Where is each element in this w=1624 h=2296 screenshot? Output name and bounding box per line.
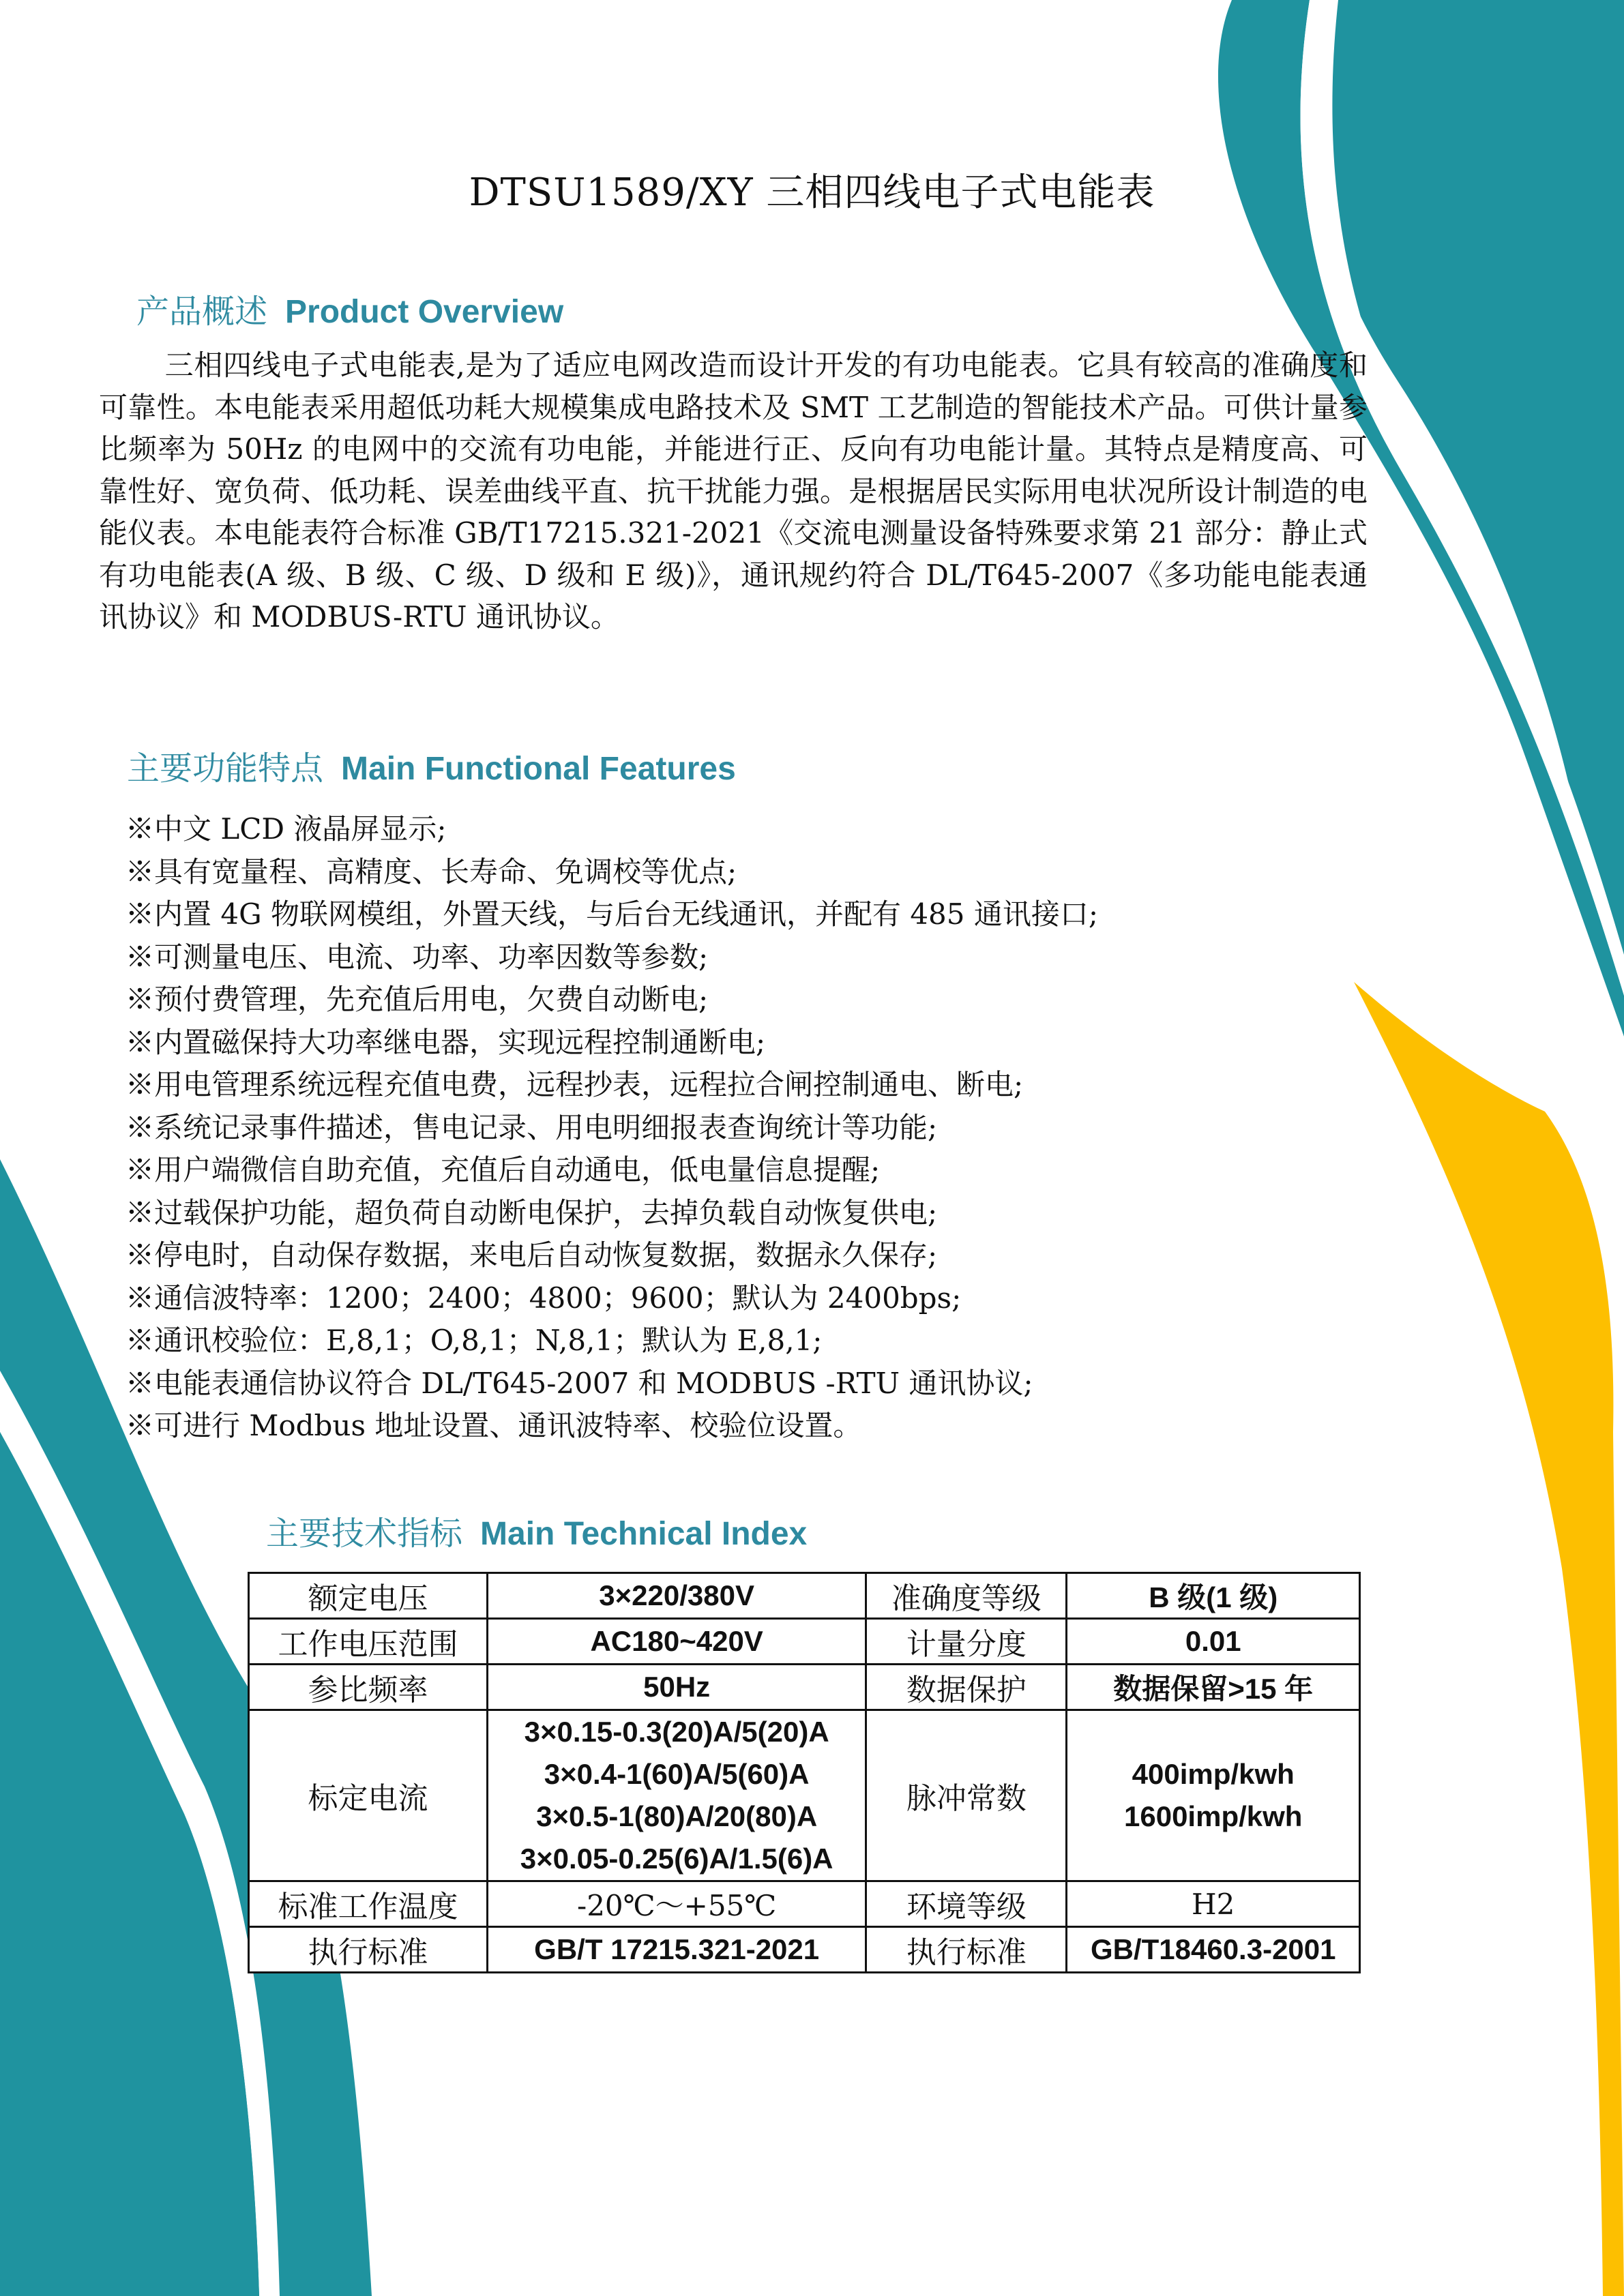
rated-current-option: 3×0.4-1(60)A/5(60)A xyxy=(544,1758,810,1790)
feature-item: ※电能表通信协议符合 DL/T645-2007 和 MODBUS -RTU 通讯协议; xyxy=(126,1366,1033,1400)
param-label: 数据保护 xyxy=(866,1665,1067,1710)
section-heading-features xyxy=(127,742,736,789)
table-row xyxy=(249,1665,1360,1710)
param-label: 工作电压范围 xyxy=(249,1619,488,1665)
feature-item: ※系统记录事件描述，售电记录、用电明细报表查询统计等功能; xyxy=(126,1110,938,1144)
feature-item: ※可测量电压、电流、功率、功率因数等参数; xyxy=(126,940,709,974)
feature-item: ※中文 LCD 液晶屏显示; xyxy=(126,812,447,846)
param-value: GB/T18460.3-2001 xyxy=(1067,1927,1360,1973)
feature-item: ※具有宽量程、高精度、长寿命、免调校等优点; xyxy=(126,854,737,889)
param-label: 脉冲常数 xyxy=(866,1710,1067,1881)
feature-item: ※内置磁保持大功率继电器，实现远程控制通断电; xyxy=(126,1025,766,1059)
table-row xyxy=(249,1927,1360,1973)
features-list xyxy=(126,808,1098,1448)
table-row xyxy=(249,1881,1360,1927)
heading-cn: 产品概述 xyxy=(136,293,268,331)
table-row xyxy=(249,1619,1360,1665)
table-row xyxy=(249,1710,1360,1881)
overview-text: 三相四线电子式电能表,是为了适应电网改造而设计开发的有功电能表。它具有较高的准确度和可靠性。本电能表采用超低功耗大规模集成电路技术及 SMT 工艺制造的智能技术产品。可供计量参比频率为 50Hz 的电网中的交流有功电能，并能进行正、反向有功电能计量。其特点是精度高、可靠性好、宽负荷、低功耗、误差曲线平直、抗干扰能力强。是根据居民实际用电状况所设计制造的电能仪表。本电能表符合标准 GB/T17215.321-2021《交流电测量设备特殊要求第 21 部分：静止式有功电能表(A 级、B 级、C 级、D 级和 E 级)》，通讯规约符合 DL/T645-2007《多功能电能表通讯协议》和 MODBUS-RTU 通讯协议。 xyxy=(99,348,1368,633)
param-value: B 级(1 级) xyxy=(1067,1573,1360,1619)
param-value: 3×220/380V xyxy=(488,1573,866,1619)
rated-current-option: 3×0.15-0.3(20)A/5(20)A xyxy=(524,1716,829,1748)
feature-item: ※通讯校验位：E,8,1；O,8,1；N,8,1；默认为 E,8,1; xyxy=(126,1324,823,1357)
overview-paragraph xyxy=(99,344,1368,638)
param-value: 50Hz xyxy=(488,1665,866,1710)
feature-item: ※预付费管理，先充值后用电，欠费自动断电; xyxy=(126,983,709,1016)
technical-index-table xyxy=(248,1572,1361,1973)
feature-item: ※内置 4G 物联网模组，外置天线，与后台无线通讯，并配有 485 通讯接口; xyxy=(126,897,1098,931)
param-label: 执行标准 xyxy=(249,1927,488,1973)
param-value-list xyxy=(488,1710,866,1881)
yellow-swoosh xyxy=(1354,982,1624,2296)
feature-item: ※用户端微信自助充值，充值后自动通电，低电量信息提醒; xyxy=(126,1153,881,1187)
feature-item: ※可进行 Modbus 地址设置、通讯波特率、校验位设置。 xyxy=(126,1409,862,1442)
param-label: 计量分度 xyxy=(866,1619,1067,1665)
section-heading-overview xyxy=(136,285,563,332)
heading-cn: 主要功能特点 xyxy=(127,749,324,788)
param-value: -20℃～+55℃ xyxy=(488,1881,866,1927)
pulse-constant-option: 400imp/kwh xyxy=(1132,1758,1295,1790)
pulse-constant-option: 1600imp/kwh xyxy=(1124,1800,1303,1832)
param-value: H2 xyxy=(1067,1881,1360,1927)
param-label: 额定电压 xyxy=(249,1573,488,1619)
heading-en: Product Overview xyxy=(285,294,564,330)
param-label: 标定电流 xyxy=(249,1710,488,1881)
param-label: 准确度等级 xyxy=(866,1573,1067,1619)
heading-en: Main Technical Index xyxy=(480,1516,808,1552)
param-label: 执行标准 xyxy=(866,1927,1067,1973)
rated-current-option: 3×0.5-1(80)A/20(80)A xyxy=(536,1800,818,1832)
rated-current-option: 3×0.05-0.25(6)A/1.5(6)A xyxy=(520,1843,833,1875)
section-heading-technical xyxy=(266,1507,807,1554)
document-title: DTSU1589/XY 三相四线电子式电能表 xyxy=(469,170,1155,215)
param-label: 参比频率 xyxy=(249,1665,488,1710)
feature-item: ※通信波特率：1200；2400；4800；9600；默认为 2400bps; xyxy=(126,1281,962,1315)
param-value: AC180~420V xyxy=(488,1619,866,1665)
param-label: 标准工作温度 xyxy=(249,1881,488,1927)
feature-item: ※停电时，自动保存数据，来电后自动恢复数据，数据永久保存; xyxy=(126,1238,938,1272)
param-value: GB/T 17215.321-2021 xyxy=(488,1927,866,1973)
table-row xyxy=(249,1573,1360,1619)
param-value: 0.01 xyxy=(1067,1619,1360,1665)
feature-item: ※用电管理系统远程充值电费，远程抄表，远程拉合闸控制通电、断电; xyxy=(126,1068,1024,1101)
param-value: 数据保留>15 年 xyxy=(1067,1665,1360,1710)
param-label: 环境等级 xyxy=(866,1881,1067,1927)
feature-item: ※过载保护功能，超负荷自动断电保护，去掉负载自动恢复供电; xyxy=(126,1195,938,1229)
param-value-list xyxy=(1067,1710,1360,1881)
heading-cn: 主要技术指标 xyxy=(266,1515,463,1553)
heading-en: Main Functional Features xyxy=(341,751,736,787)
